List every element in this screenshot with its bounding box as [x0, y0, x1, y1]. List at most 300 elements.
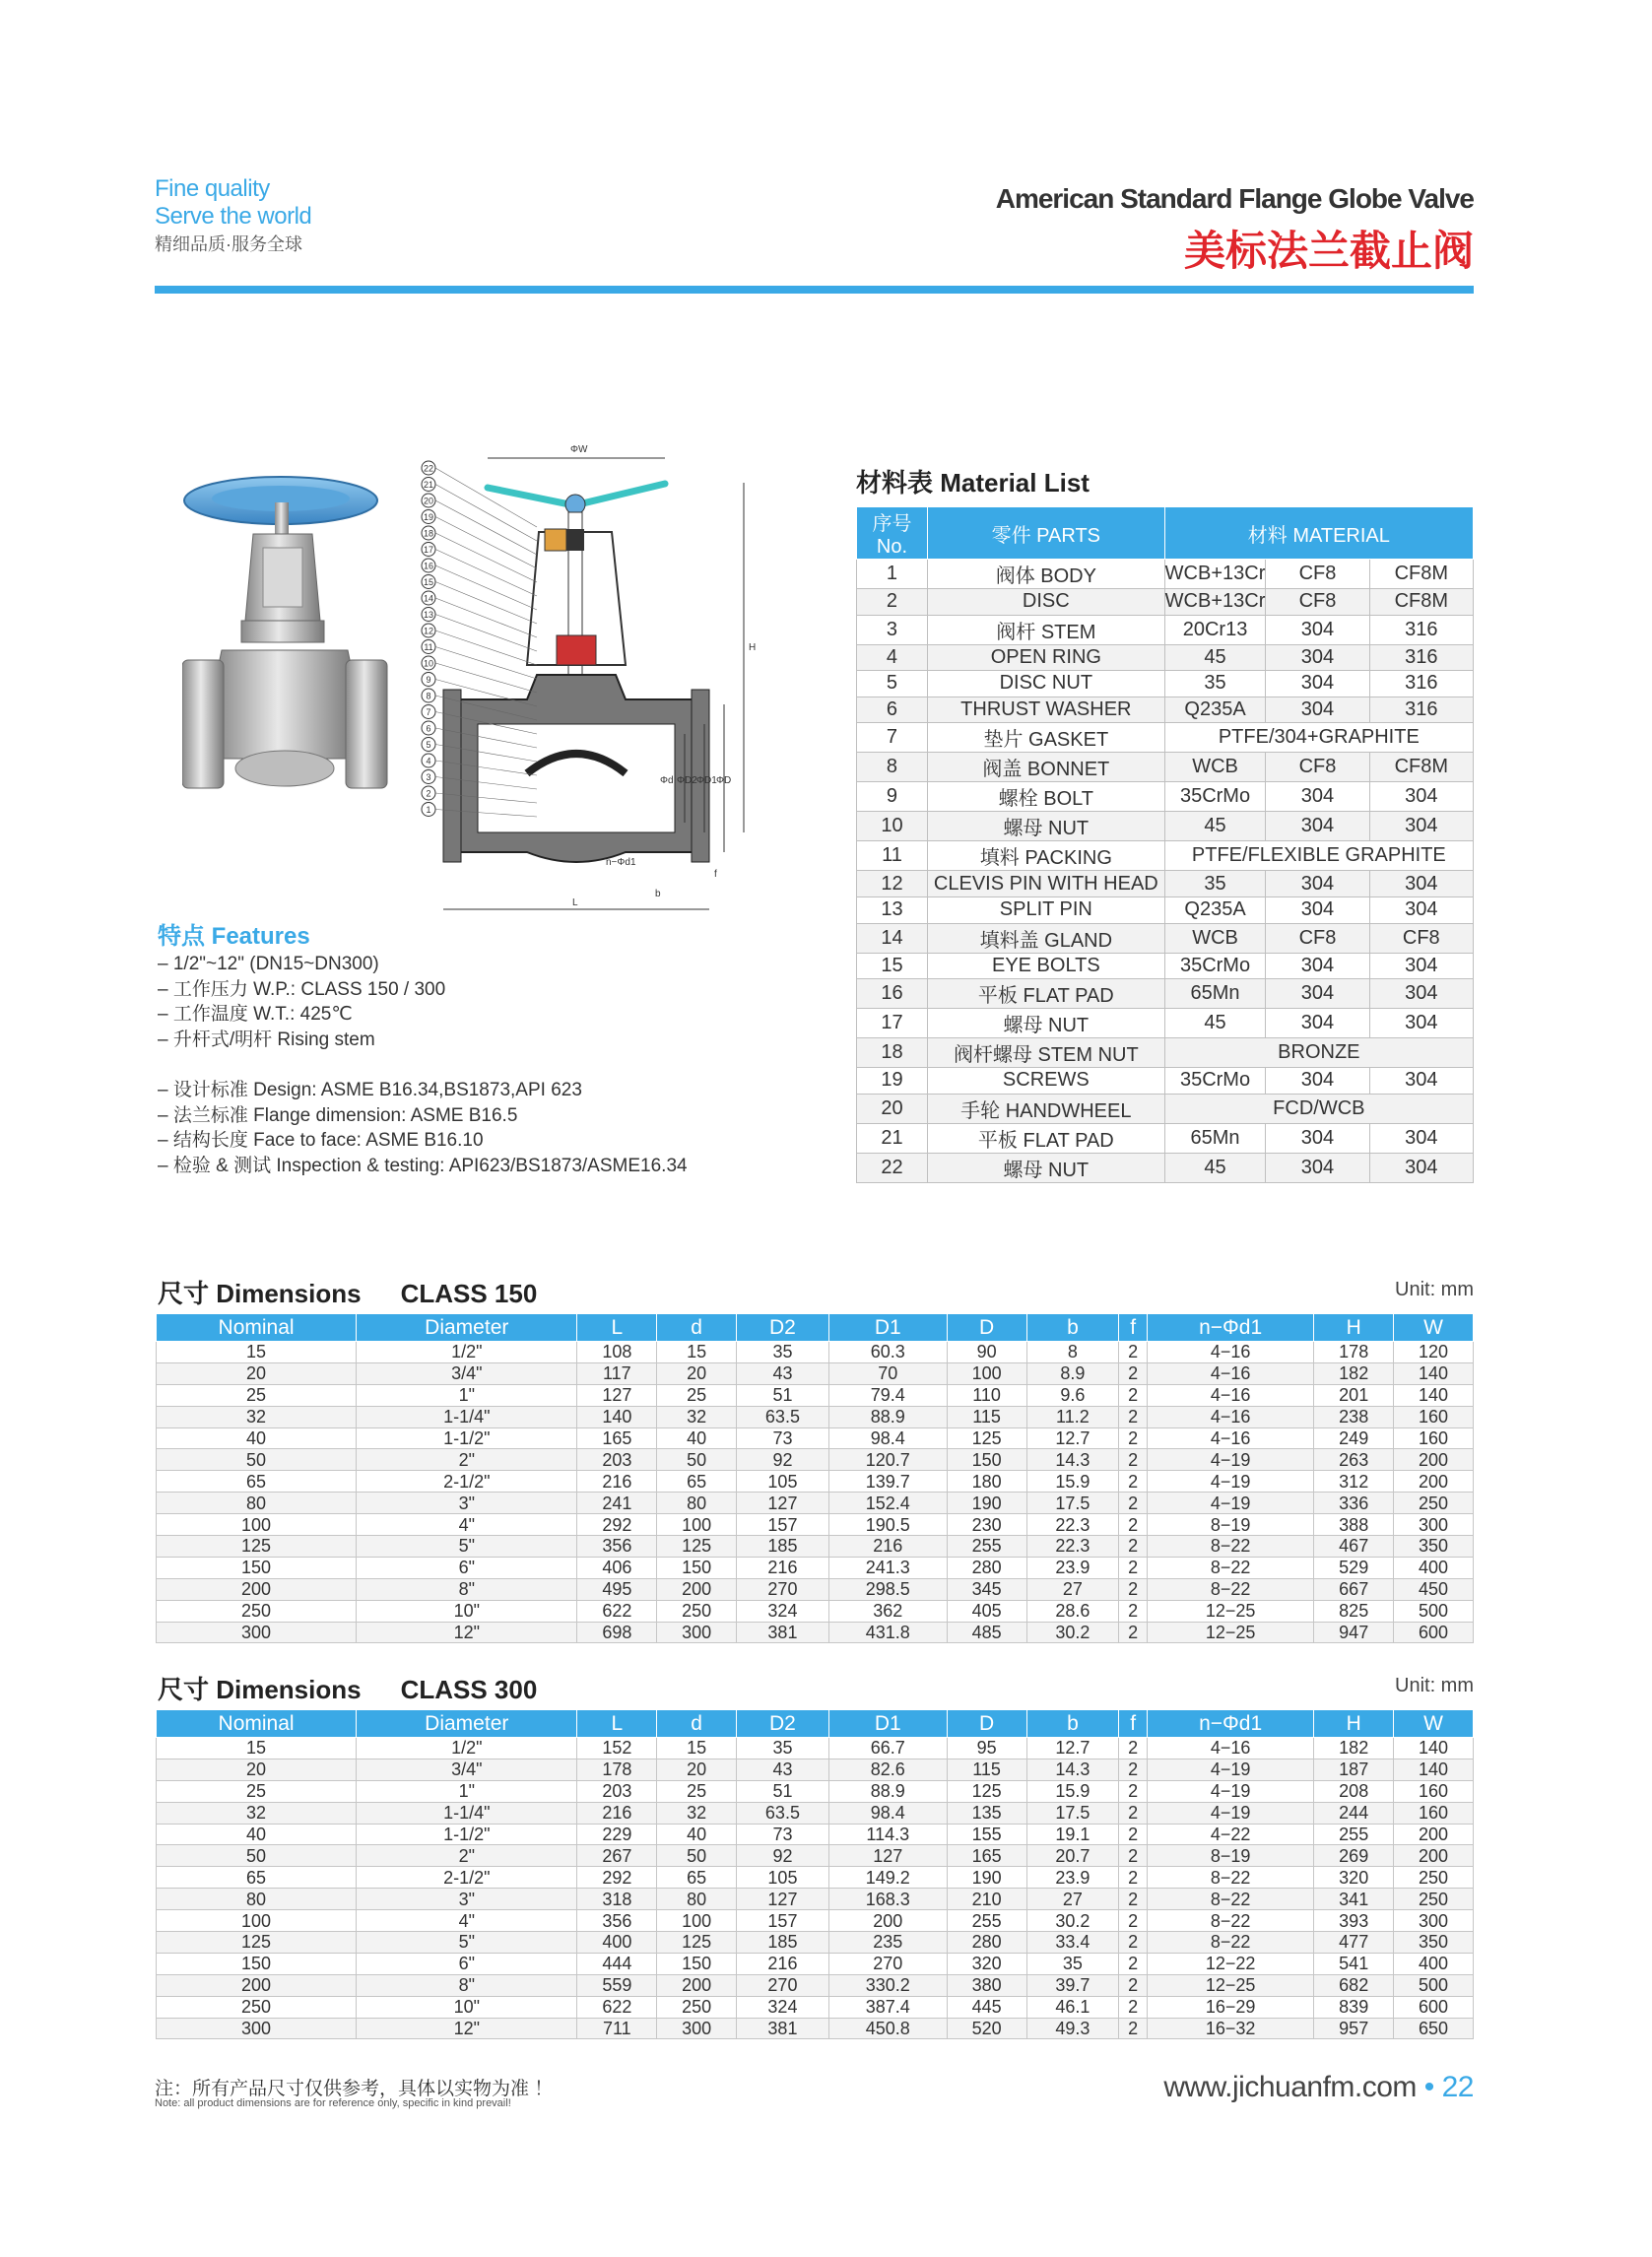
- table-row: [157, 1910, 1474, 1932]
- table-cell: 255: [947, 1536, 1026, 1558]
- table-cell: 15: [657, 1342, 737, 1363]
- table-row: [157, 1600, 1474, 1622]
- material-value: 304: [1369, 871, 1473, 897]
- table-cell: 300: [157, 1622, 357, 1643]
- column-header: Diameter: [357, 1710, 577, 1738]
- table-cell: 11.2: [1026, 1406, 1119, 1427]
- table-row: [157, 1738, 1474, 1759]
- material-part: 平板 FLAT PAD: [927, 1123, 1164, 1153]
- feature-item: – 工作压力 W.P.: CLASS 150 / 300: [158, 978, 446, 1000]
- material-row: [857, 953, 1474, 979]
- table-cell: 152: [577, 1738, 657, 1759]
- callout-number: 10: [423, 658, 434, 669]
- table-cell: 185: [737, 1932, 829, 1954]
- table-cell: 405: [947, 1600, 1026, 1622]
- callout-leader: [435, 647, 537, 680]
- material-part: 阀盖 BONNET: [927, 753, 1164, 782]
- material-no: 16: [857, 979, 928, 1009]
- table-cell: 150: [947, 1449, 1026, 1471]
- material-part: CLEVIS PIN WITH HEAD: [927, 871, 1164, 897]
- callout-number: 1: [426, 805, 431, 815]
- material-value: 65Mn: [1164, 979, 1266, 1009]
- material-no: 22: [857, 1153, 928, 1182]
- table-row: [157, 1867, 1474, 1889]
- table-cell: 270: [737, 1578, 829, 1600]
- feature-item: – 结构长度 Face to face: ASME B16.10: [158, 1130, 484, 1151]
- table-cell: 3/4": [357, 1362, 577, 1384]
- table-cell: 108: [577, 1342, 657, 1363]
- table-cell: 100: [947, 1362, 1026, 1384]
- table-cell: 135: [947, 1802, 1026, 1824]
- table-cell: 80: [657, 1889, 737, 1910]
- table-cell: 201: [1314, 1384, 1394, 1406]
- dim-d-label: Φd: [660, 775, 674, 786]
- table-cell: 125: [657, 1932, 737, 1954]
- material-no: 6: [857, 697, 928, 723]
- table-cell: 30.2: [1026, 1622, 1119, 1643]
- material-value: 35CrMo: [1164, 1068, 1266, 1095]
- material-row: [857, 896, 1474, 923]
- table-cell: 65: [657, 1471, 737, 1493]
- material-no: 13: [857, 896, 928, 923]
- table-cell: 400: [1394, 1953, 1474, 1974]
- material-value: 304: [1266, 615, 1369, 644]
- table-cell: 100: [657, 1910, 737, 1932]
- table-cell: 387.4: [828, 1996, 947, 2018]
- table-cell: 127: [577, 1384, 657, 1406]
- material-value: CF8M: [1369, 753, 1473, 782]
- table-row: [157, 1406, 1474, 1427]
- table-cell: 33.4: [1026, 1932, 1119, 1954]
- table-cell: 65: [157, 1471, 357, 1493]
- table-cell: 39.7: [1026, 1974, 1119, 1996]
- table-cell: 8": [357, 1974, 577, 1996]
- material-part: 填料 PACKING: [927, 841, 1164, 871]
- column-header: d: [657, 1710, 737, 1738]
- material-value: PTFE/FLEXIBLE GRAPHITE: [1164, 841, 1473, 871]
- table-cell: 10": [357, 1996, 577, 2018]
- table-cell: 95: [947, 1738, 1026, 1759]
- table-cell: 12": [357, 1622, 577, 1643]
- table-cell: 127: [737, 1889, 829, 1910]
- material-value: Q235A: [1164, 896, 1266, 923]
- table-cell: 406: [577, 1557, 657, 1578]
- column-header: Nominal: [157, 1314, 357, 1342]
- table-cell: 63.5: [737, 1406, 829, 1427]
- footnote-en: Note: all product dimensions are for reference only, specific in kind prevail!: [155, 2097, 511, 2109]
- callout-number: 4: [426, 756, 431, 766]
- material-value: 45: [1164, 1153, 1266, 1182]
- table-cell: 249: [1314, 1427, 1394, 1449]
- table-cell: 250: [1394, 1493, 1474, 1514]
- col-no: 序号No.: [857, 507, 928, 560]
- feature-item: – 检验 & 测试 Inspection & testing: API623/BS1873/ASME16.34: [158, 1155, 688, 1176]
- table-cell: 200: [1394, 1471, 1474, 1493]
- table-cell: 15: [657, 1738, 737, 1759]
- table-cell: 152.4: [828, 1493, 947, 1514]
- material-value: 35CrMo: [1164, 782, 1266, 812]
- material-value: 304: [1369, 1153, 1473, 1182]
- material-value: FCD/WCB: [1164, 1094, 1473, 1123]
- column-header: f: [1119, 1710, 1148, 1738]
- table-cell: 1-1/2": [357, 1824, 577, 1845]
- table-cell: 190: [947, 1493, 1026, 1514]
- callout-number: 18: [423, 528, 434, 539]
- table-cell: 300: [1394, 1514, 1474, 1536]
- column-header: W: [1394, 1710, 1474, 1738]
- table-cell: 1": [357, 1384, 577, 1406]
- column-header: d: [657, 1314, 737, 1342]
- callout-number: 3: [426, 772, 431, 782]
- unit-label-150: Unit: mm: [1395, 1279, 1474, 1300]
- material-value: 304: [1266, 812, 1369, 841]
- column-header: D1: [828, 1314, 947, 1342]
- table-cell: 267: [577, 1845, 657, 1867]
- table-cell: 190: [947, 1867, 1026, 1889]
- material-value: WCB: [1164, 923, 1266, 953]
- callout-number: 9: [426, 675, 431, 685]
- table-cell: 324: [737, 1600, 829, 1622]
- table-cell: 20: [657, 1759, 737, 1780]
- table-cell: 8−22: [1147, 1889, 1313, 1910]
- table-cell: 25: [157, 1384, 357, 1406]
- table-cell: 17.5: [1026, 1802, 1119, 1824]
- table-cell: 157: [737, 1514, 829, 1536]
- table-cell: 27: [1026, 1578, 1119, 1600]
- table-cell: 250: [1394, 1889, 1474, 1910]
- table-cell: 2: [1119, 2018, 1148, 2039]
- callout-number: 19: [423, 512, 434, 522]
- table-cell: 50: [157, 1845, 357, 1867]
- table-cell: 2: [1119, 1362, 1148, 1384]
- table-cell: 105: [737, 1867, 829, 1889]
- table-cell: 8−22: [1147, 1932, 1313, 1954]
- material-part: 螺栓 BOLT: [927, 782, 1164, 812]
- callout-leader: [435, 582, 537, 625]
- table-cell: 8: [1026, 1342, 1119, 1363]
- table-cell: 2: [1119, 1759, 1148, 1780]
- material-value: 35: [1164, 871, 1266, 897]
- material-row: [857, 644, 1474, 671]
- callout-leader: [435, 663, 537, 693]
- table-cell: 2: [1119, 1342, 1148, 1363]
- callout-number: 5: [426, 740, 431, 750]
- col-material: 材料 MATERIAL: [1164, 507, 1473, 560]
- table-cell: 115: [947, 1406, 1026, 1427]
- material-row: [857, 1038, 1474, 1068]
- table-cell: 2: [1119, 1384, 1148, 1406]
- table-cell: 139.7: [828, 1471, 947, 1493]
- callout-leader: [435, 565, 537, 610]
- dim-b-label: b: [655, 889, 661, 899]
- callout-leader: [435, 550, 537, 597]
- table-cell: 269: [1314, 1845, 1394, 1867]
- page-number: 22: [1441, 2071, 1474, 2103]
- table-cell: 35: [737, 1738, 829, 1759]
- table-cell: 216: [737, 1557, 829, 1578]
- table-cell: 14.3: [1026, 1449, 1119, 1471]
- table-cell: 20: [157, 1362, 357, 1384]
- material-row: [857, 697, 1474, 723]
- material-value: WCB+13Cr: [1164, 589, 1266, 616]
- table-cell: 298.5: [828, 1578, 947, 1600]
- table-cell: 2: [1119, 1867, 1148, 1889]
- callout-leader: [435, 533, 537, 582]
- table-cell: 229: [577, 1824, 657, 1845]
- table-cell: 6": [357, 1557, 577, 1578]
- table-cell: 90: [947, 1342, 1026, 1363]
- table-cell: 500: [1394, 1974, 1474, 1996]
- table-cell: 1-1/2": [357, 1427, 577, 1449]
- material-row: [857, 723, 1474, 753]
- table-row: [157, 1622, 1474, 1643]
- material-part: 阀杆螺母 STEM NUT: [927, 1038, 1164, 1068]
- material-list-title: 材料表 Material List: [856, 468, 1090, 498]
- table-cell: 1": [357, 1780, 577, 1802]
- footer-website: [1163, 2071, 1474, 2104]
- callout-number: 20: [423, 496, 434, 506]
- table-cell: 4−22: [1147, 1824, 1313, 1845]
- table-cell: 50: [157, 1449, 357, 1471]
- callout-number: 7: [426, 707, 431, 717]
- column-header: L: [577, 1314, 657, 1342]
- table-cell: 5": [357, 1932, 577, 1954]
- table-cell: 2-1/2": [357, 1471, 577, 1493]
- table-cell: 92: [737, 1449, 829, 1471]
- table-row: [157, 2018, 1474, 2039]
- table-cell: 495: [577, 1578, 657, 1600]
- material-part: 平板 FLAT PAD: [927, 979, 1164, 1009]
- table-cell: 12−25: [1147, 1600, 1313, 1622]
- table-cell: 2: [1119, 1824, 1148, 1845]
- material-part: 螺母 NUT: [927, 1009, 1164, 1038]
- table-cell: 150: [657, 1557, 737, 1578]
- material-part: 阀杆 STEM: [927, 615, 1164, 644]
- table-cell: 165: [947, 1845, 1026, 1867]
- material-value: 45: [1164, 812, 1266, 841]
- table-cell: 250: [157, 1996, 357, 2018]
- table-cell: 32: [657, 1802, 737, 1824]
- column-header: D2: [737, 1710, 829, 1738]
- table-cell: 400: [1394, 1557, 1474, 1578]
- features-list-standards: [158, 1078, 688, 1178]
- table-row: [157, 1974, 1474, 1996]
- table-cell: 140: [1394, 1738, 1474, 1759]
- table-cell: 8−22: [1147, 1536, 1313, 1558]
- table-cell: 30.2: [1026, 1910, 1119, 1932]
- table-cell: 203: [577, 1780, 657, 1802]
- table-row: [157, 1824, 1474, 1845]
- table-cell: 2: [1119, 1557, 1148, 1578]
- table-cell: 15.9: [1026, 1471, 1119, 1493]
- table-cell: 160: [1394, 1780, 1474, 1802]
- callout-leader: [435, 500, 537, 555]
- table-cell: 125: [657, 1536, 737, 1558]
- dimensions-table-class300: [156, 1709, 1474, 2039]
- dimensions-150-label: 尺寸 Dimensions: [158, 1279, 362, 1308]
- material-value: 304: [1369, 1068, 1473, 1095]
- column-header: f: [1119, 1314, 1148, 1342]
- table-cell: 190.5: [828, 1514, 947, 1536]
- table-cell: 150: [157, 1953, 357, 1974]
- table-cell: 80: [157, 1889, 357, 1910]
- material-part: OPEN RING: [927, 644, 1164, 671]
- material-row: [857, 923, 1474, 953]
- callout-leader: [435, 615, 537, 652]
- dim-d2-label: ΦD2: [677, 775, 697, 786]
- callout-number: 6: [426, 723, 431, 734]
- dim-h-label: H: [749, 642, 757, 653]
- material-part: 阀体 BODY: [927, 560, 1164, 589]
- table-cell: 100: [157, 1514, 357, 1536]
- material-value: 304: [1266, 1153, 1369, 1182]
- table-row: [157, 1342, 1474, 1363]
- table-cell: 15.9: [1026, 1780, 1119, 1802]
- table-cell: 4−16: [1147, 1362, 1313, 1384]
- table-cell: 947: [1314, 1622, 1394, 1643]
- table-row: [157, 1427, 1474, 1449]
- material-part: SCREWS: [927, 1068, 1164, 1095]
- table-cell: 2: [1119, 1802, 1148, 1824]
- table-cell: 114.3: [828, 1824, 947, 1845]
- table-cell: 250: [1394, 1867, 1474, 1889]
- table-cell: 25: [657, 1384, 737, 1406]
- material-value: 304: [1369, 782, 1473, 812]
- table-cell: 2: [1119, 1845, 1148, 1867]
- table-cell: 600: [1394, 1622, 1474, 1643]
- table-cell: 450.8: [828, 2018, 947, 2039]
- table-cell: 182: [1314, 1362, 1394, 1384]
- material-row: [857, 812, 1474, 841]
- table-cell: 140: [577, 1406, 657, 1427]
- valve-section-drawing: [419, 438, 852, 916]
- material-value: 316: [1369, 644, 1473, 671]
- table-row: [157, 1493, 1474, 1514]
- table-cell: 388: [1314, 1514, 1394, 1536]
- material-part: SPLIT PIN: [927, 896, 1164, 923]
- callout-number: 12: [423, 626, 434, 636]
- table-cell: 1/2": [357, 1738, 577, 1759]
- table-cell: 200: [1394, 1845, 1474, 1867]
- material-row: [857, 1153, 1474, 1182]
- material-row: [857, 841, 1474, 871]
- table-row: [157, 1889, 1474, 1910]
- table-cell: 320: [1314, 1867, 1394, 1889]
- table-cell: 2: [1119, 1780, 1148, 1802]
- material-value: 304: [1266, 1123, 1369, 1153]
- table-cell: 178: [1314, 1342, 1394, 1363]
- table-cell: 270: [828, 1953, 947, 1974]
- table-cell: 12−22: [1147, 1953, 1313, 1974]
- table-cell: 50: [657, 1449, 737, 1471]
- material-value: 304: [1369, 979, 1473, 1009]
- table-cell: 4−19: [1147, 1493, 1313, 1514]
- table-cell: 216: [737, 1953, 829, 1974]
- material-value: 20Cr13: [1164, 615, 1266, 644]
- table-cell: 4−16: [1147, 1738, 1313, 1759]
- material-row: [857, 1094, 1474, 1123]
- material-part: DISC NUT: [927, 671, 1164, 697]
- table-cell: 115: [947, 1759, 1026, 1780]
- table-row: [157, 1996, 1474, 2018]
- table-cell: 400: [577, 1932, 657, 1954]
- table-cell: 92: [737, 1845, 829, 1867]
- material-no: 7: [857, 723, 928, 753]
- table-cell: 12.7: [1026, 1427, 1119, 1449]
- material-value: CF8: [1369, 923, 1473, 953]
- material-no: 15: [857, 953, 928, 979]
- table-cell: 32: [657, 1406, 737, 1427]
- table-cell: 444: [577, 1953, 657, 1974]
- table-cell: 238: [1314, 1406, 1394, 1427]
- table-row: [157, 1384, 1474, 1406]
- table-cell: 100: [157, 1910, 357, 1932]
- material-value: CF8: [1266, 923, 1369, 953]
- table-cell: 140: [1394, 1759, 1474, 1780]
- material-no: 20: [857, 1094, 928, 1123]
- table-cell: 8−22: [1147, 1867, 1313, 1889]
- table-cell: 155: [947, 1824, 1026, 1845]
- material-no: 9: [857, 782, 928, 812]
- table-cell: 241.3: [828, 1557, 947, 1578]
- table-cell: 682: [1314, 1974, 1394, 1996]
- table-cell: 20: [657, 1362, 737, 1384]
- table-row: [157, 1802, 1474, 1824]
- table-cell: 216: [577, 1471, 657, 1493]
- table-cell: 168.3: [828, 1889, 947, 1910]
- table-cell: 8": [357, 1578, 577, 1600]
- table-cell: 244: [1314, 1802, 1394, 1824]
- table-cell: 157: [737, 1910, 829, 1932]
- callout-leader: [435, 598, 537, 637]
- table-cell: 10": [357, 1600, 577, 1622]
- table-cell: 500: [1394, 1600, 1474, 1622]
- material-value: 304: [1266, 1068, 1369, 1095]
- dimensions-300-label: 尺寸 Dimensions: [158, 1675, 362, 1704]
- table-cell: 4−16: [1147, 1427, 1313, 1449]
- material-row: [857, 671, 1474, 697]
- table-cell: 8−19: [1147, 1514, 1313, 1536]
- table-cell: 43: [737, 1759, 829, 1780]
- column-header: D1: [828, 1710, 947, 1738]
- table-row: [157, 1362, 1474, 1384]
- table-cell: 4−16: [1147, 1342, 1313, 1363]
- material-value: 304: [1266, 697, 1369, 723]
- material-part: EYE BOLTS: [927, 953, 1164, 979]
- material-part: 螺母 NUT: [927, 1153, 1164, 1182]
- material-no: 17: [857, 1009, 928, 1038]
- table-cell: 431.8: [828, 1622, 947, 1643]
- table-cell: 120.7: [828, 1449, 947, 1471]
- table-cell: 12−25: [1147, 1622, 1313, 1643]
- material-value: 304: [1266, 671, 1369, 697]
- page-title-en: American Standard Flange Globe Valve: [995, 183, 1474, 214]
- table-cell: 4−19: [1147, 1471, 1313, 1493]
- table-cell: 255: [1314, 1824, 1394, 1845]
- callout-number: 11: [424, 642, 433, 652]
- table-cell: 80: [157, 1493, 357, 1514]
- table-cell: 9.6: [1026, 1384, 1119, 1406]
- table-cell: 250: [657, 1996, 737, 2018]
- table-cell: 300: [1394, 1910, 1474, 1932]
- material-row: [857, 589, 1474, 616]
- table-cell: 200: [1394, 1824, 1474, 1845]
- feature-item: – 升杆式/明杆 Rising stem: [158, 1029, 375, 1050]
- table-row: [157, 1932, 1474, 1954]
- material-row: [857, 753, 1474, 782]
- table-cell: 318: [577, 1889, 657, 1910]
- table-cell: 393: [1314, 1910, 1394, 1932]
